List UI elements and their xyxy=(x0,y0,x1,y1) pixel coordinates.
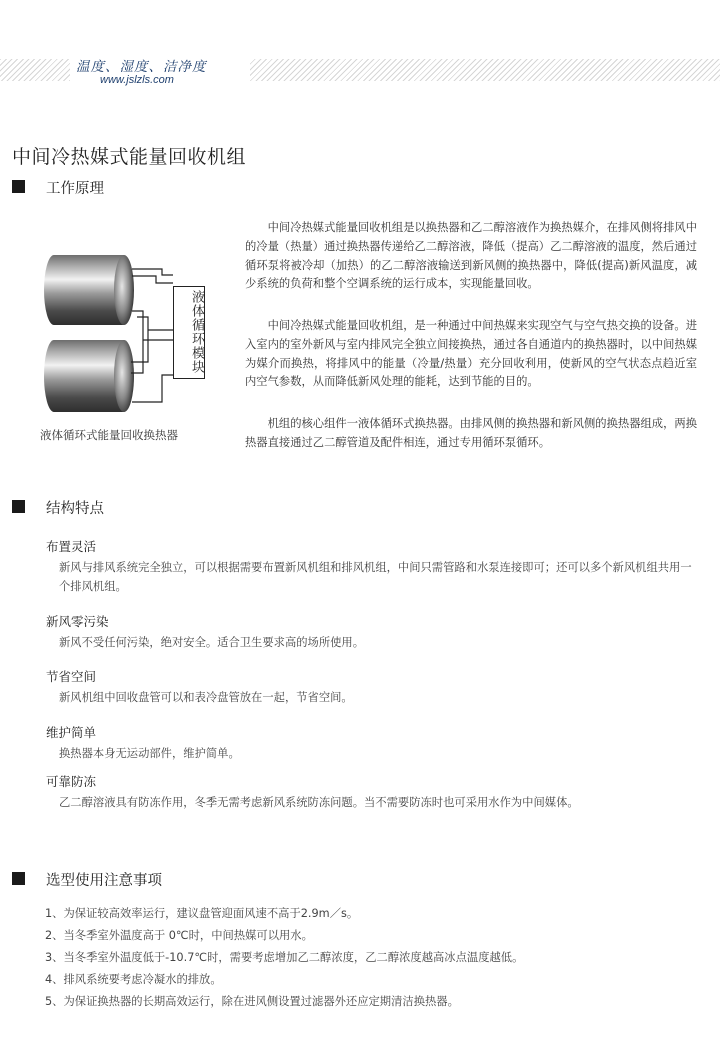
lower-exchanger-cylinder xyxy=(44,340,134,412)
heading-marker-square xyxy=(12,180,25,193)
note-item-2: 2、当冬季室外温度高于 0℃时，中间热媒可以用水。 xyxy=(45,929,313,942)
feature-body-5: 乙二醇溶液具有防冻作用，冬季无需考虑新风系统防冻问题。当不需要防冻时也可采用水作为中间媒体。 xyxy=(59,796,579,809)
note-item-4: 4、排风系统要考虑冷凝水的排放。 xyxy=(45,973,222,986)
heading-marker-square xyxy=(12,500,25,513)
feature-body-1: 新风与排风系统完全独立，可以根据需要布置新风机组和排风机组，中间只需管路和水泵连接即可；还可以多个新风机组共用一个排风机组。 xyxy=(59,561,692,593)
feature-title-5: 可靠防冻 xyxy=(46,774,97,789)
figure-caption: 液体循环式能量回收换热器 xyxy=(40,428,178,442)
page-title: 中间冷热媒式能量回收机组 xyxy=(12,146,247,168)
note-item-3: 3、当冬季室外温度低于-10.7℃时，需要考虑增加乙二醇浓度，乙二醇浓度越高冰点温度越低。 xyxy=(45,951,524,964)
principle-paragraph-3: 机组的核心组件一液体循环式换热器。由排风侧的换热器和新风侧的换热器组成，两换热器直接通过乙二醇管道及配件相连，通过专用循环泵循环。 xyxy=(245,417,697,449)
brand-url: www.jslzls.com xyxy=(100,74,174,86)
feature-title-1: 布置灵活 xyxy=(46,539,97,554)
principle-paragraph-2: 中间冷热媒式能量回收机组，是一种通过中间热媒来实现空气与空气热交换的设备。进入室内的室外新风与室内排风完全独立间接换热，通过各自通道内的换热器时，以中间热媒为媒介而换热，将排风中的能量（冷量/热量）充分回收利用，使新风的空气状态点趋近室内空气参数，从而降低新风处理的能耗，达到节能的目的。 xyxy=(245,319,697,389)
feature-body-3: 新风机组中回收盘管可以和表冷盘管放在一起，节省空间。 xyxy=(59,691,353,704)
principle-paragraph-1: 中间冷热媒式能量回收机组是以换热器和乙二醇溶液作为换热媒介，在排风侧将排风中的冷量（热量）通过换热器传递给乙二醇溶液，降低（提高）乙二醇溶液的温度，然后通过循环泵将被冷却（加热）的乙二醇溶液输送到新风侧的换热器中，降低(提高)新风温度，减少系统的负荷和整个空调系统的运行成本，实现能量回收。 xyxy=(245,221,697,291)
upper-exchanger-cylinder xyxy=(44,255,134,325)
heading-marker-square xyxy=(12,872,25,885)
feature-body-4: 换热器本身无运动部件，维护简单。 xyxy=(59,747,240,760)
feature-title-3: 节省空间 xyxy=(46,669,97,684)
note-item-1: 1、为保证较高效率运行，建议盘管迎面风速不高于2.9m／s。 xyxy=(45,907,359,920)
feature-body-2: 新风不受任何污染，绝对安全。适合卫生要求高的场所使用。 xyxy=(59,636,365,649)
liquid-circulation-module-label: 液体循环模块 xyxy=(189,290,204,374)
feature-title-4: 维护简单 xyxy=(46,725,97,740)
feature-title-2: 新风零污染 xyxy=(46,614,109,629)
note-item-5: 5、为保证换热器的长期高效运行，除在进风侧设置过滤器外还应定期清洁换热器。 xyxy=(45,995,459,1008)
glycol-pipes xyxy=(131,269,173,402)
brand-title: 温度、湿度、洁净度 xyxy=(76,59,207,75)
